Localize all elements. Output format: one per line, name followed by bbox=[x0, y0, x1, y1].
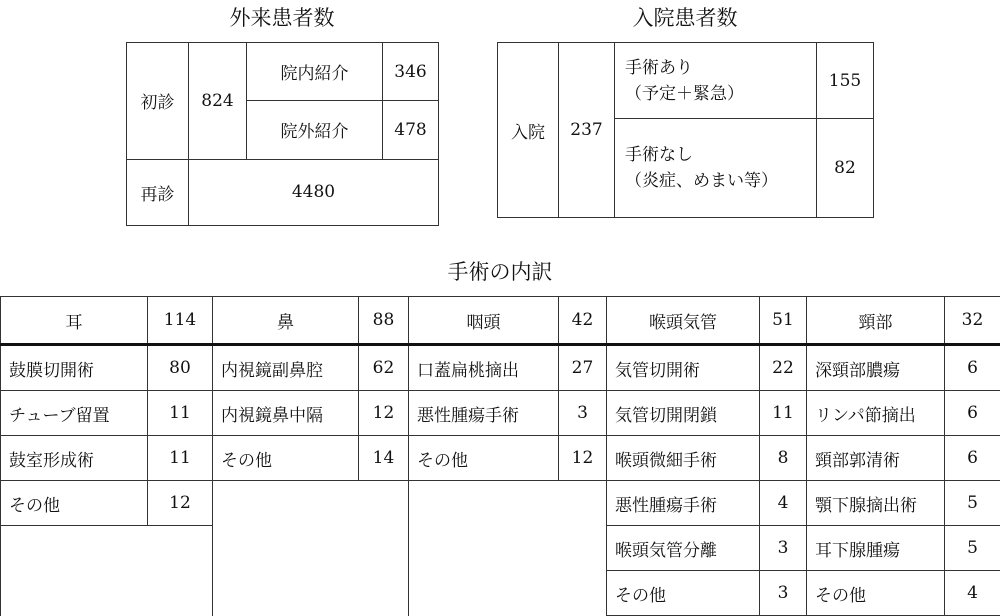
table-row-value: 4 bbox=[945, 571, 1000, 616]
category-neck-total: 32 bbox=[945, 297, 1000, 345]
table-row-value: 5 bbox=[945, 481, 1000, 526]
category-ear-total: 114 bbox=[148, 297, 213, 345]
table-row-value: 22 bbox=[760, 345, 807, 391]
table-row-value: 6 bbox=[945, 345, 1000, 391]
table-row-value: 8 bbox=[760, 436, 807, 481]
table-row-label: 鼓室形成術 bbox=[1, 436, 148, 481]
table-row-value: 3 bbox=[760, 571, 807, 616]
table-row-label: 頸部郭清術 bbox=[807, 436, 945, 481]
revisit-label: 再診 bbox=[127, 159, 189, 225]
table-row-value: 12 bbox=[559, 436, 607, 481]
inpatient-table bbox=[497, 42, 874, 218]
category-pharynx-total: 42 bbox=[559, 297, 607, 345]
category-ear: 耳 bbox=[1, 297, 148, 345]
table-row-label: その他 bbox=[213, 436, 359, 481]
empty-cell bbox=[1, 526, 213, 616]
table-row-label: 気管切開閉鎖 bbox=[607, 391, 760, 436]
inpatient-title: 入院患者数 bbox=[497, 2, 873, 32]
revisit-value: 4480 bbox=[189, 159, 439, 225]
first-visit-label: 初診 bbox=[127, 43, 189, 160]
table-row-value: 4 bbox=[760, 481, 807, 526]
admission-value: 237 bbox=[559, 43, 615, 218]
table-row-value: 6 bbox=[945, 436, 1000, 481]
table-row-label: 鼓膜切開術 bbox=[1, 345, 148, 391]
table-row-label: 喉頭気管分離 bbox=[607, 526, 760, 571]
external-referral-value: 478 bbox=[383, 101, 439, 159]
external-referral-label: 院外紹介 bbox=[247, 101, 383, 159]
table-row-value: 14 bbox=[359, 436, 409, 481]
empty-cell bbox=[409, 481, 607, 616]
table-row-value: 6 bbox=[945, 391, 1000, 436]
category-nose-total: 88 bbox=[359, 297, 409, 345]
table-row-value: 12 bbox=[359, 391, 409, 436]
admission-label: 入院 bbox=[498, 43, 559, 218]
table-row-value: 12 bbox=[148, 481, 213, 526]
internal-referral-label: 院内紹介 bbox=[247, 43, 383, 101]
table-row-label: 悪性腫瘍手術 bbox=[409, 391, 559, 436]
with-surgery-label bbox=[615, 43, 817, 119]
empty-cell bbox=[213, 481, 409, 616]
table-row-label: 顎下腺摘出術 bbox=[807, 481, 945, 526]
table-row-value: 62 bbox=[359, 345, 409, 391]
surgery-title: 手術の内訳 bbox=[0, 256, 1000, 286]
outpatient-table bbox=[126, 42, 439, 226]
table-row-label: チューブ留置 bbox=[1, 391, 148, 436]
table-row-value: 11 bbox=[760, 391, 807, 436]
first-visit-value: 824 bbox=[189, 43, 247, 160]
table-row-label: 気管切開術 bbox=[607, 345, 760, 391]
with-surgery-line2: （予定＋緊急） bbox=[625, 81, 816, 107]
table-row-label: 悪性腫瘍手術 bbox=[607, 481, 760, 526]
table-row-value: 27 bbox=[559, 345, 607, 391]
table-row-label: その他 bbox=[807, 571, 945, 616]
table-row-value: 80 bbox=[148, 345, 213, 391]
table-row-label: 内視鏡鼻中隔 bbox=[213, 391, 359, 436]
table-row-label: その他 bbox=[1, 481, 148, 526]
surgery-table bbox=[0, 296, 1000, 616]
with-surgery-line1: 手術あり bbox=[625, 55, 816, 81]
table-row-value: 5 bbox=[945, 526, 1000, 571]
table-row-label: 口蓋扁桃摘出 bbox=[409, 345, 559, 391]
without-surgery-line2: （炎症、めまい等） bbox=[625, 168, 816, 194]
category-neck: 頸部 bbox=[807, 297, 945, 345]
without-surgery-value: 82 bbox=[817, 119, 874, 218]
table-row-label: 内視鏡副鼻腔 bbox=[213, 345, 359, 391]
table-row-label: 深頸部膿瘍 bbox=[807, 345, 945, 391]
table-row-value: 11 bbox=[148, 391, 213, 436]
table-row-value: 3 bbox=[760, 526, 807, 571]
category-pharynx: 咽頭 bbox=[409, 297, 559, 345]
outpatient-title: 外来患者数 bbox=[126, 2, 438, 32]
with-surgery-value: 155 bbox=[817, 43, 874, 119]
category-nose: 鼻 bbox=[213, 297, 359, 345]
table-row-label: その他 bbox=[409, 436, 559, 481]
table-row-label: 喉頭微細手術 bbox=[607, 436, 760, 481]
table-row-value: 11 bbox=[148, 436, 213, 481]
without-surgery-label bbox=[615, 119, 817, 218]
table-row-label: リンパ節摘出 bbox=[807, 391, 945, 436]
category-larynx-trachea-total: 51 bbox=[760, 297, 807, 345]
table-row-value: 3 bbox=[559, 391, 607, 436]
table-row-label: その他 bbox=[607, 571, 760, 616]
table-row-label: 耳下腺腫瘍 bbox=[807, 526, 945, 571]
without-surgery-line1: 手術なし bbox=[625, 142, 816, 168]
internal-referral-value: 346 bbox=[383, 43, 439, 101]
category-larynx-trachea: 喉頭気管 bbox=[607, 297, 760, 345]
